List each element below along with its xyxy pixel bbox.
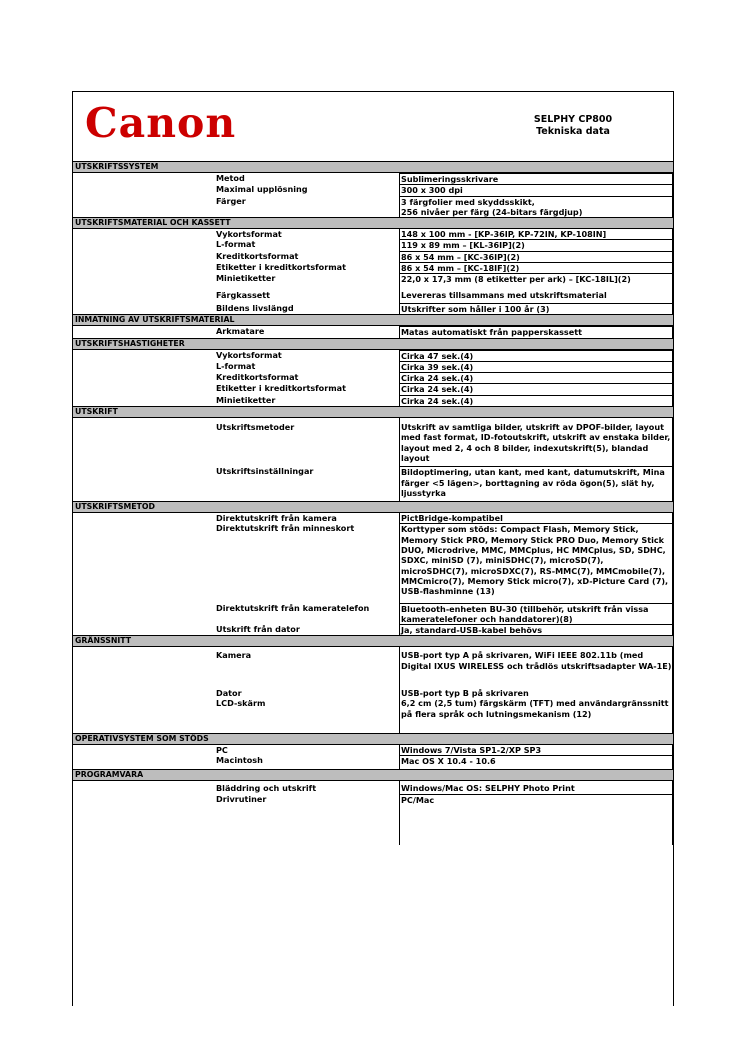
spec-label: LCD-skärm [216, 698, 266, 709]
spec-label: Vykortsformat [216, 349, 282, 360]
spec-row [73, 650, 673, 671]
spec-row [73, 698, 673, 719]
spec-row [73, 229, 673, 239]
section-header: OPERATIVSYSTEM SOM STÖDS [73, 733, 673, 745]
canon-logo: Canon [85, 99, 237, 147]
spec-value: Utskrifter som håller i 100 år (3) [399, 303, 673, 314]
spec-label: Dator [216, 687, 242, 698]
section-header: UTSKRIFT [73, 406, 673, 418]
section-rows [73, 647, 673, 732]
spec-row [73, 383, 673, 394]
spec-value: 86 x 54 mm – [KC-18IF](2) [399, 262, 673, 273]
spec-value: PictBridge-kompatibel [399, 513, 673, 523]
spec-value: Cirka 47 sek.(4) [399, 350, 673, 361]
model-title [513, 114, 633, 138]
spec-value: 22,0 x 17,3 mm (8 etiketter per ark) – [KC-18IL](2) [399, 273, 673, 284]
spec-label: Direktutskrift från kameratelefon [216, 602, 370, 613]
spec-row [73, 688, 673, 698]
spec-row [73, 783, 673, 793]
spec-value: Sublimeringsskrivare [399, 173, 673, 184]
section-header: INMATNING AV UTSKRIFTSMATERIAL [73, 314, 673, 326]
section-rows [73, 781, 673, 845]
section-rows [73, 513, 673, 635]
spec-label: Minietiketter [216, 394, 276, 405]
spec-label: Utskriftsmetoder [216, 422, 295, 433]
section-rows [73, 173, 673, 217]
spec-value: PC/Mac [399, 794, 673, 805]
spec-row [73, 290, 673, 300]
spec-row [73, 350, 673, 361]
section-rows [73, 229, 673, 314]
spec-row [73, 603, 673, 625]
spec-row [73, 794, 673, 805]
section-rows [73, 326, 673, 337]
spec-value: 148 x 100 mm - [KP-36IP, KP-72IN, KP-108IN] [399, 229, 673, 239]
row-spacer [399, 805, 673, 845]
spec-value: Windows/Mac OS: SELPHY Photo Print [399, 783, 673, 793]
spec-row [73, 361, 673, 372]
spec-label: Bläddring och utskrift [216, 783, 317, 794]
spec-row [73, 184, 673, 195]
spec-value: Korttyper som stöds: Compact Flash, Memory Stick, Memory Stick PRO, Memory Stick PRO Duo, Memory Stick DUO, Microdrive, MMC, MMCplus, HC MMCplus, SD, SDHC, SDXC, miniSD (7), miniSDHC(7), microSD(7), microSDHC(7), microSDXC(7), RS-MMC(7), MMCmobile(7), MMCmicro(7), Memory Stick micro(7), xD-Picture Card (7), USB-flashminne (13) [399, 523, 673, 596]
spec-label: Metod [216, 173, 245, 183]
spec-label: Etiketter i kreditkortsformat [216, 383, 346, 394]
spec-label: Färgkassett [216, 289, 271, 300]
spec-label: Kamera [216, 650, 252, 661]
spec-row [73, 372, 673, 383]
spec-value: Levereras tillsammans med utskriftsmaterial [399, 290, 673, 300]
spec-row [73, 745, 673, 755]
model-name: SELPHY CP800 [533, 114, 613, 125]
spec-row [73, 303, 673, 314]
spec-row [73, 624, 673, 635]
spec-value: Cirka 24 sek.(4) [399, 372, 673, 383]
spec-label: Drivrutiner [216, 793, 267, 804]
section-rows [73, 350, 673, 406]
spec-label: Utskriftsinställningar [216, 466, 314, 477]
spec-row [73, 513, 673, 523]
spec-value: Matas automatiskt från papperskassett [399, 326, 673, 337]
section-rows [73, 418, 673, 501]
spec-label: Etiketter i kreditkortsformat [216, 262, 346, 273]
spec-label: Utskrift från dator [216, 624, 300, 635]
spec-row [73, 251, 673, 262]
spec-row [73, 755, 673, 766]
spec-value: 300 x 300 dpi [399, 184, 673, 195]
section-header: UTSKRIFTSSYSTEM [73, 161, 673, 173]
spec-label: Vykortsformat [216, 229, 282, 240]
spec-value: 3 färgfolier med skyddsskikt, 256 nivåer per färg (24-bitars färgdjup) [399, 196, 673, 218]
spec-row [73, 466, 673, 498]
section-rows [73, 745, 673, 770]
spec-label: Direktutskrift från kamera [216, 513, 337, 524]
spec-label: PC [216, 744, 228, 755]
spec-row [73, 173, 673, 184]
spec-row [73, 262, 673, 273]
spec-label: Maximal upplösning [216, 184, 308, 195]
spec-row [73, 395, 673, 406]
spec-label: L-format [216, 239, 256, 250]
spec-value: USB-port typ A på skrivaren, WiFi IEEE 802.11b (med Digital IXUS WIRELESS och trådlös utskriftsadapter WA-1E) [401, 650, 672, 671]
spec-label: Minietiketter [216, 273, 276, 284]
spec-label: Färger [216, 195, 246, 206]
section-header: UTSKRIFTSMATERIAL OCH KASSETT [73, 217, 673, 229]
section-header: UTSKRIFTSHASTIGHETER [73, 338, 673, 350]
spec-row [73, 273, 673, 284]
row-spacer [399, 766, 673, 769]
spec-row [73, 326, 673, 337]
spec-value: Cirka 39 sek.(4) [399, 361, 673, 372]
section-header: PROGRAMVARA [73, 769, 673, 781]
row-spacer [399, 498, 673, 501]
spec-row [73, 239, 673, 250]
spec-value: Cirka 24 sek.(4) [399, 383, 673, 394]
spec-value: USB-port typ B på skrivaren [399, 688, 673, 698]
spec-row [73, 196, 673, 218]
spec-value: 6,2 cm (2,5 tum) färgskärm (TFT) med användargränssnitt på flera språk och lutningsmekanism (12) [399, 698, 673, 719]
spec-value: Bluetooth-enheten BU-30 (tillbehör, utskrift från vissa kameratelefoner och handdatorer)(8) [399, 603, 673, 625]
spec-value: Bildoptimering, utan kant, med kant, datumutskrift, Mina färger <5 lägen>, borttagning av röda ögon(5), slät hy, ljusstyrka [399, 466, 673, 498]
spec-value: Mac OS X 10.4 - 10.6 [399, 755, 673, 766]
header [73, 92, 673, 161]
doc-subtitle: Tekniska data [536, 126, 610, 137]
spec-value: Utskrift av samtliga bilder, utskrift av DPOF-bilder, layout med fast format, ID-fotoutskrift, utskrift av enstaka bilder, layout med 2, 4 och 8 bilder, indexutskrift(5), blandad layout [399, 422, 673, 463]
spec-value: Windows 7/Vista SP1-2/XP SP3 [399, 745, 673, 755]
spec-row [73, 422, 673, 463]
spec-sheet [72, 91, 674, 1006]
spec-value: 119 x 89 mm – [KL-36IP](2) [399, 239, 673, 250]
section-header: UTSKRIFTSMETOD [73, 501, 673, 513]
spec-label: Arkmatare [216, 326, 265, 337]
spec-value: Cirka 24 sek.(4) [399, 395, 673, 406]
row-spacer [399, 719, 673, 733]
spec-label: Direktutskrift från minneskort [216, 523, 355, 534]
spec-label: Bildens livslängd [216, 302, 294, 313]
section-header: GRÄNSSNITT [73, 635, 673, 647]
row-spacer [399, 671, 673, 688]
spec-label: L-format [216, 360, 256, 371]
spec-row [73, 523, 673, 596]
spec-value: Ja, standard-USB-kabel behövs [399, 624, 673, 635]
spec-value: 86 x 54 mm – [KC-36IP](2) [399, 251, 673, 262]
spec-label: Kreditkortsformat [216, 250, 299, 261]
spec-label: Macintosh [216, 755, 263, 766]
spec-label: Kreditkortsformat [216, 372, 299, 383]
